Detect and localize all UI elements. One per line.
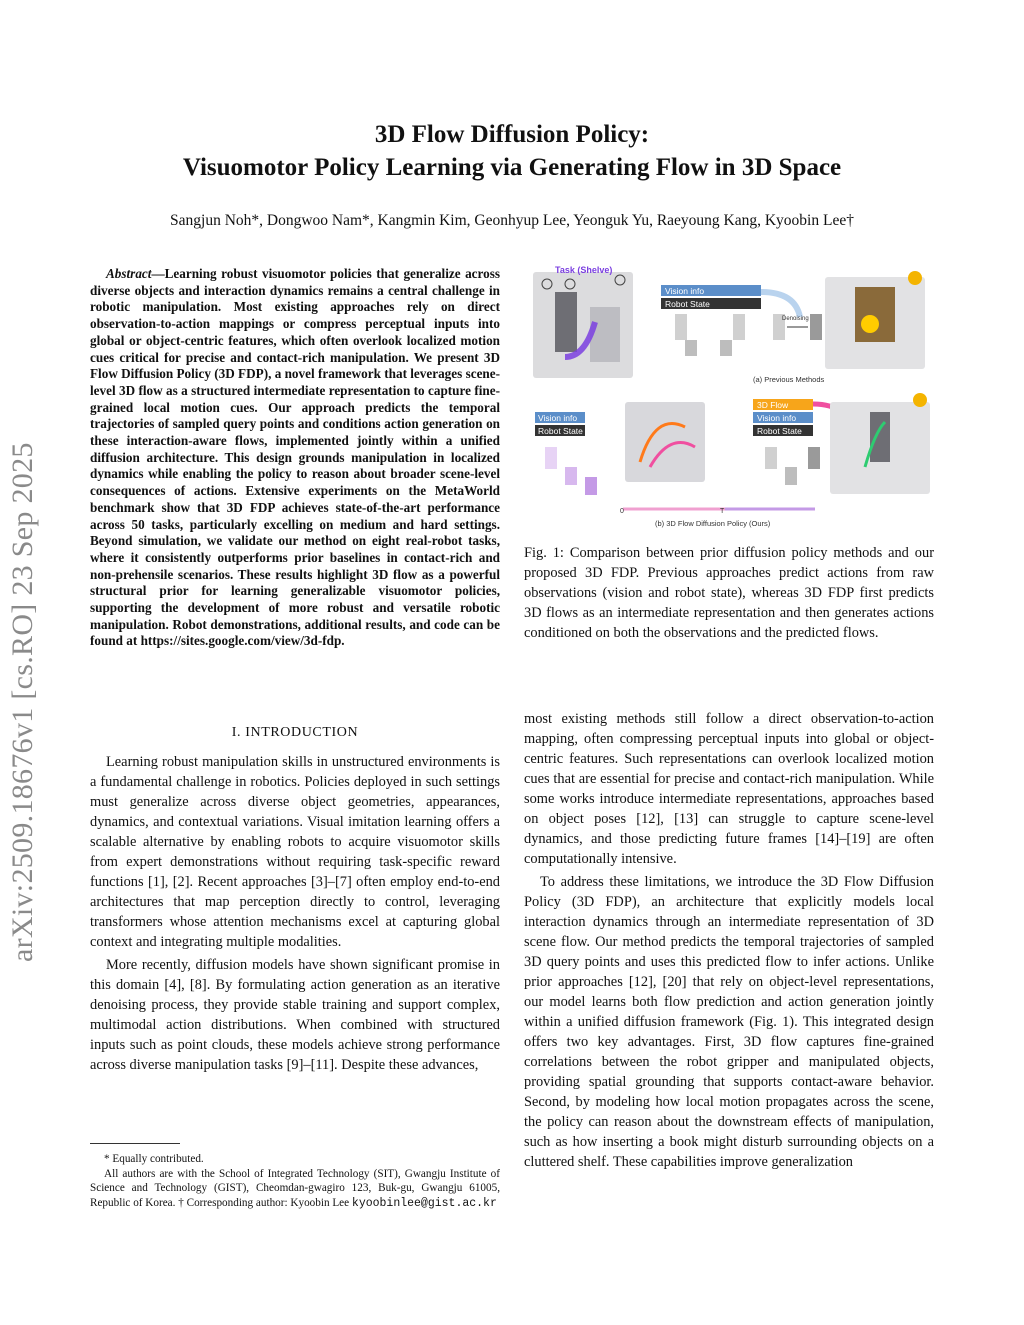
flow-noise-block-3 [585, 477, 597, 495]
happy-face-icon [913, 393, 927, 407]
action-noise-block-1 [765, 447, 777, 469]
robot-arm-shape [555, 292, 577, 352]
noise-block-2 [733, 314, 745, 340]
section-heading-introduction: I. INTRODUCTION [231, 725, 359, 740]
robot-state-label-b2: Robot State [757, 426, 802, 436]
confused-face-icon [908, 271, 922, 285]
intro-paragraph-2: More recently, diffusion models have shown significant promise in this domain [4], [8]. By formulating action generation as an iterative denoising process, they provide stable training and support complex, multimodal action distributions. When combined with structured inputs such as point clouds, these models achieve strong performance across diverse manipulation tasks [9]–[11]. Despite these advances, [90, 957, 500, 1073]
arxiv-identifier: arXiv:2509.18676v1 [cs.RO] 23 Sep 2025 [6, 442, 39, 962]
noise-block-6 [810, 314, 822, 340]
time-axis-end: T [720, 508, 725, 515]
footnote-rule [90, 1143, 180, 1144]
vision-info-label-b2: Vision info [757, 413, 797, 423]
abstract: Abstract—Learning robust visuomotor policies that generalize across diverse objects and interaction dynamics remains a central challenge in robotic manipulation. Most existing approaches rely on direct observation-to-action mappings or compress perceptual inputs into global or object-centric features, which often overlook localized motion cues critical for precise and contact-rich manipulation. We present 3D Flow Diffusion Policy (3D FDP), a novel framework that leverages scene-level 3D flow as a structured intermediate representation to capture fine-grained local motion cues. Our approach predicts the temporal trajectories of sampled query points and conditions action generation on these interaction-aware flows, implemented jointly within a unified diffusion architecture. This design grounds manipulation in localized dynamics while enabling the policy to reason about broader scene-level consequences of actions. Extensive experiments on the MetaWorld benchmark show that 3D FDP achieves state-of-the-art performance across 50 tasks, particularly excelling on medium and hard settings. Beyond simulation, we validate our method on eight real-robot tasks, where it consistently outperforms prior baselines in contact-rich and non-prehensile scenarios. These results highlight 3D flow as a powerful structural prior for learning generalizable visuomotor policies, supporting the development of more robust and versatile robotic manipulation. Robot demonstrations, additional results, and code can be found at https://sites.google.com/view/3d-fdp. [90, 266, 500, 649]
intro-right-column [524, 709, 934, 1172]
paper-title-line-2: Visuomotor Policy Learning via Generating Flow in 3D Space [182, 154, 842, 181]
robot-state-label-b1: Robot State [538, 426, 583, 436]
robot-state-label-a: Robot State [665, 299, 710, 309]
task-label: Task (Shelve) [555, 265, 613, 275]
action-noise-block-3 [808, 447, 820, 469]
noise-block-1 [675, 314, 687, 340]
paper-title-line-1: 3D Flow Diffusion Policy: [374, 121, 650, 148]
flow-noise-block-1 [545, 447, 557, 469]
footnotes [90, 1152, 500, 1211]
shelf-shape [590, 307, 620, 362]
footnote-equal-contribution: * Equally contributed. [104, 1153, 204, 1165]
intro-paragraph-1: Learning robust manipulation skills in unstructured environments is a fundamental challenge in robotics. Policies deployed in such settings must generalize across diverse object geometries, appearances, dynamics, and contextual variations. Visual imitation learning offers a scalable alternative by enabling robots to acquire visuomotor skills from expert demonstrations without requiring task-specific reward functions [1], [2]. Recent approaches [3]–[7] often employ end-to-end architectures that map perception directly to control, leveraging transformers whose attention mechanisms excel at capturing global context and integrating multiple modalities. [90, 754, 500, 950]
intro-left-column [90, 752, 500, 1075]
caption-a-label: (a) Previous Methods [753, 375, 825, 384]
figure-1-caption: Fig. 1: Comparison between prior diffusion policy methods and our proposed 3D FDP. Previous approaches predict actions from raw observations (vision and robot state), whereas 3D FDP first predicts 3D flows as an intermediate representation and then generates actions conditioned on both the observations and the predicted flows. [524, 545, 934, 641]
flow-photo [625, 402, 705, 482]
abstract-label: Abstract [106, 266, 152, 281]
footnote-affiliation-text: All authors are with the School of Integrated Technology (SIT), Gwangju Institute of Science and Technology (GIST), Cheomdan-gwagiro 123, Buk-gu, Gwangju 61005, Republic of Korea. † Corresponding author: Kyoobin Lee [90, 1167, 500, 1209]
noise-block-3 [685, 340, 697, 356]
flow-box-label: 3D Flow [757, 400, 789, 410]
author-list: Sangjun Noh*, Dongwoo Nam*, Kangmin Kim, Geonhyup Lee, Yeonguk Yu, Raeyoung Kang, Kyoobin Lee† [170, 212, 854, 229]
vision-info-label-b1: Vision info [538, 413, 578, 423]
footnote-affiliation [90, 1167, 500, 1212]
collision-burst-icon [861, 315, 879, 333]
figure-1 [525, 262, 935, 532]
denoising-label: Denoising [782, 316, 809, 322]
caption-b-label: (b) 3D Flow Diffusion Policy (Ours) [655, 519, 771, 528]
time-axis-start: 0 [620, 508, 624, 515]
footnote-email: kyoobinlee@gist.ac.kr [351, 1196, 497, 1210]
flow-noise-block-2 [565, 467, 577, 485]
intro-paragraph-4: To address these limitations, we introduce the 3D Flow Diffusion Policy (3D FDP), an architecture that explicitly models local interaction dynamics through an intermediate representation of 3D scene flow. Our method predicts the temporal trajectories of sampled 3D query points and uses this predicted flow to infer actions. Unlike prior approaches [12], [20] that rely on object-level representations, our model learns both flow prediction and action generation jointly within a unified diffusion framework (Fig. 1). This integrated design offers two key advantages. First, 3D flow captures fine-grained correlations between the robot gripper and manipulated objects, providing spatial grounding that supports contact-aware behavior. Second, by modeling how local motion propagates across the scene, the policy can reason about the downstream effects of manipulation, such as how inserting a book might disturb surrounding objects on a cluttered shelf. These capabilities improve generalization [524, 874, 934, 1170]
vision-info-label-a: Vision info [665, 286, 705, 296]
abstract-text: Learning robust visuomotor policies that generalize across diverse objects and interaction dynamics remains a central challenge in robotic manipulation. Most existing approaches rely on direct observation-to-action mappings or compress perceptual inputs into global or object-centric features, which often overlook localized motion cues critical for precise and contact-rich manipulation. We present 3D Flow Diffusion Policy (3D FDP), a novel framework that leverages scene-level 3D flow as a structured intermediate representation to capture fine-grained local motion cues. Our approach predicts the temporal trajectories of sampled query points and conditions action generation on these interaction-aware flows, implemented jointly within a unified diffusion architecture. This design grounds manipulation in localized dynamics while enabling the policy to reason about broader scene-level consequences of actions. Extensive experiments on the MetaWorld benchmark show that 3D FDP achieves state-of-the-art performance across 50 tasks, particularly excelling on medium and hard settings. Beyond simulation, we validate our method on eight real-robot tasks, where it consistently outperforms prior baselines in contact-rich and non-prehensile scenarios. These results highlight 3D flow as a powerful structural prior for learning generalizable visuomotor policies, supporting the development of more robust and versatile robotic manipulation. Robot demonstrations, additional results, and code can be found at https://sites.google.com/view/3d-fdp. [90, 266, 500, 649]
intro-paragraph-3: most existing methods still follow a direct observation-to-action mapping, often compressing perceptual inputs into global or object-centric features. Such representations can overlook localized motion cues that are essential for precise and contact-rich manipulation. While some works introduce intermediate representations, approaches based on object poses [12], [13] can struggle to capture scene-level dynamics, and those predicting future frames [14]–[19] are often computationally intensive. [524, 711, 934, 867]
action-noise-block-2 [785, 467, 797, 485]
robot-arm-shape-ours [870, 412, 890, 462]
book-shape [855, 287, 895, 342]
noise-block-4 [720, 340, 732, 356]
